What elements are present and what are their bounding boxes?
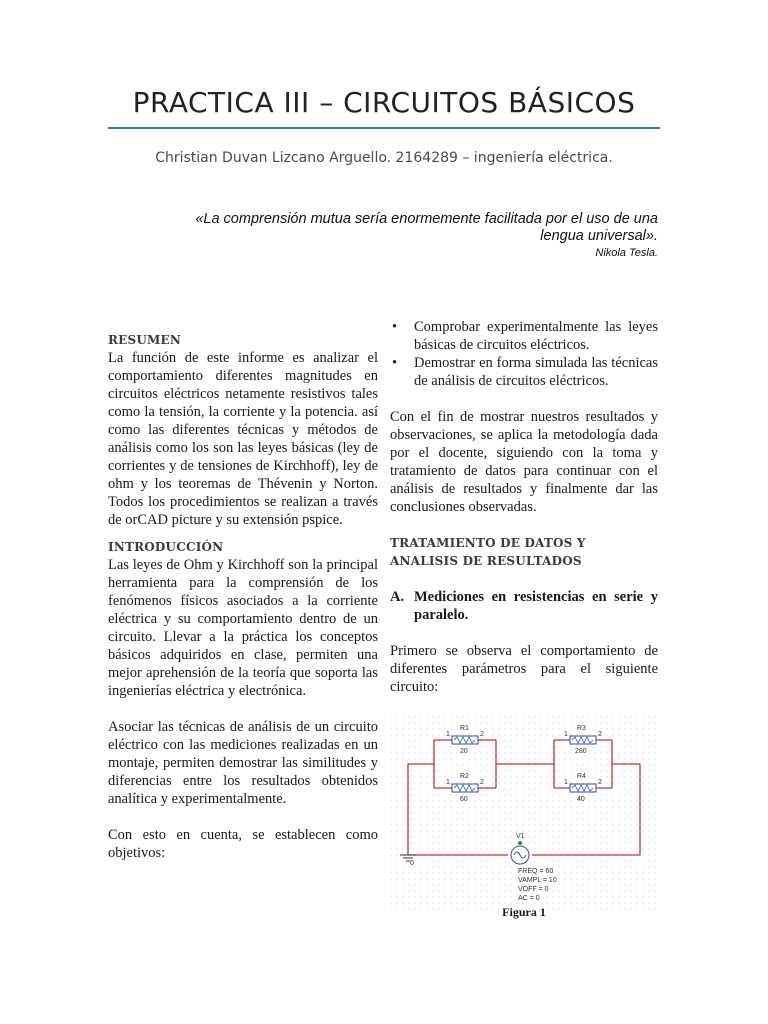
resistor-r3-label: R3 (577, 725, 586, 732)
introduccion-paragraph-2: Asociar las técnicas de análisis de un circuito eléctrico con las mediciones realizadas en un montaje, permiten demostrar las similitudes y diferencias entre los resultados obtenidos analítica y experimentalmente. (108, 719, 378, 807)
resistor-r4-pin-2: 2 (598, 779, 602, 786)
source-param: FREQ = 60 (518, 868, 554, 875)
subsection-heading (390, 588, 658, 624)
tratamiento-heading (390, 534, 658, 570)
title-rule (108, 127, 660, 129)
resistor-r1-pin-1: 1 (446, 731, 450, 738)
ground-label: 0 (410, 860, 414, 867)
resumen-heading: RESUMEN (108, 333, 182, 347)
resistor-r2-label: R2 (460, 773, 469, 780)
figure-caption: Figura 1 (502, 905, 546, 919)
epigraph-author: Nikola Tesla. (595, 247, 658, 259)
right-column (390, 318, 658, 696)
paper-title: PRACTICA III – CIRCUITOS BÁSICOS (132, 86, 636, 119)
resistor-r3-value: 280 (575, 748, 587, 755)
source-param: VAMPL = 10 (518, 877, 557, 884)
resistor-r2-pin-2: 2 (480, 779, 484, 786)
source-param: VOFF = 0 (518, 886, 549, 893)
circuit-intro-paragraph: Primero se observa el comportamiento de diferentes parámetros para el siguiente circuito: (390, 643, 658, 695)
introduccion-paragraph-3: Con esto en cuenta, se establecen como objetivos: (108, 827, 378, 861)
introduccion-paragraph-1: Las leyes de Ohm y Kirchhoff son la principal herramienta para la comprensión de los fenómenos físicos asociados a la corriente eléctrica y su comportamiento dentro de un circuito. Llevar a la práctica los conceptos básicos adquiridos en clase, permiten una mejor aprehensión de la teoría que soporta las ingenierías eléctrica y electrónica. (108, 557, 378, 699)
subsection-letter: A. (390, 589, 405, 605)
resistor-r4-value: 40 (577, 796, 585, 803)
left-column (108, 331, 378, 862)
subsection-title: Mediciones en resistencias en serie y paralelo. (414, 589, 658, 623)
resumen-text: La función de este informe es analizar el comportamiento diferentes magnitudes en circuitos eléctricos netamente resistivos tales como la tensión, la corriente y la potencia. así como las diferentes técnicas y métodos de análisis como los son las leyes básicas (ley de corrientes y de tensiones de Kirchhoff), ley de ohm y los teoremas de Thévenin y Norton. Todos los procedimientos se realizan a través de orCAD picture y su extensión pspice. (108, 350, 378, 528)
tratamiento-heading-line-2: ANALISIS DE RESULTADOS (390, 554, 582, 568)
resistor-r2-value: 60 (460, 796, 468, 803)
resistor-r4-pin-1: 1 (564, 779, 568, 786)
resistor-r3-pin-2: 2 (598, 731, 602, 738)
resistor-r1-value: 20 (460, 748, 468, 755)
epigraph-quote: «La comprensión mutua sería enormemente facilitada por el uso de una lengua universal». (195, 211, 658, 244)
source-name: V1 (516, 833, 525, 840)
source-param: AC = 0 (518, 895, 540, 902)
resistor-r1-pin-2: 2 (480, 731, 484, 738)
author-line: Christian Duvan Lizcano Arguello. 2164289 – ingeniería eléctrica. (155, 150, 613, 166)
objectives-list (390, 318, 658, 390)
introduccion-heading: INTRODUCCIÓN (108, 540, 224, 554)
resistor-r2-pin-1: 1 (446, 779, 450, 786)
list-item: • Comprobar experimentalmente las leyes básicas de circuitos eléctricos. (390, 318, 658, 354)
tratamiento-heading-line-1: TRATAMIENTO DE DATOS Y (390, 536, 586, 550)
methodology-paragraph: Con el fin de mostrar nuestros resultados y observaciones, se aplica la metodología dada por el docente, siguiendo con la toma y tratamiento de datos para continuar con el análisis de resultados y finalmente dar las conclusiones observadas. (390, 409, 658, 515)
resistor-r1-label: R1 (460, 725, 469, 732)
resistor-r3-pin-1: 1 (564, 731, 568, 738)
list-item: • Demostrar en forma simulada las técnicas de análisis de circuitos eléctricos. (390, 354, 658, 390)
resistor-r4-label: R4 (577, 773, 586, 780)
circuit-schematic (390, 716, 658, 911)
